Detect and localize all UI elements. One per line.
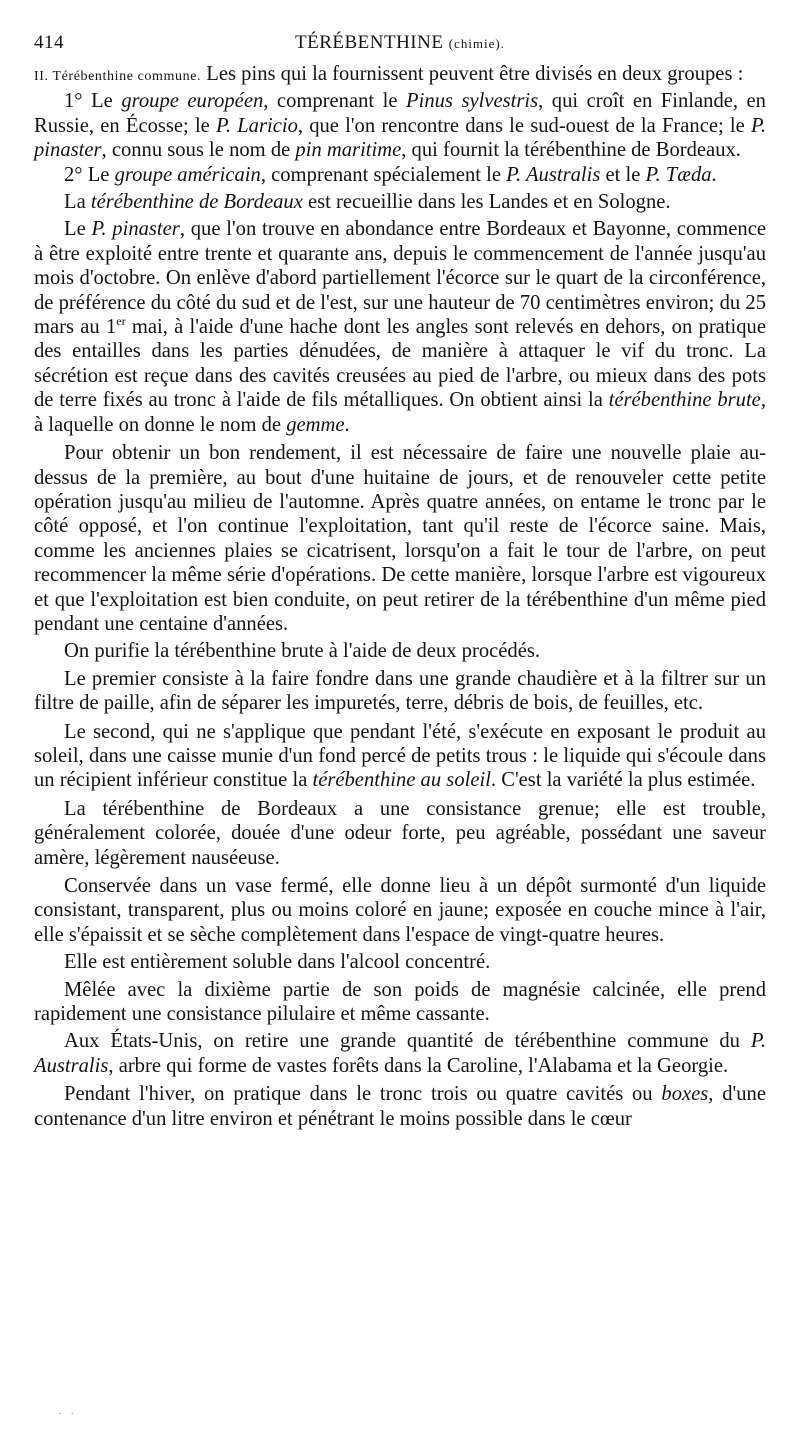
paragraph-pinaster: Le P. pinaster, que l'on trouve en abondance entre Bordeaux et Bayonne, commence à être exploité entre trente et quarante ans, depuis le commencement de l'année jusqu'au mois d'octobre. On enlève d'abord partiellement l'écorce sur le quart de la circonférence, de préférence du côté du sud et de l'est, sur une hauteur de 70 centimètres environ; du 25 mars au 1er mai, à l'aide d'une hache dont les angles sont relevés en dehors, on pratique des entailles dans les parties dénudées, de manière à attaquer le vif du tronc. La sécrétion est reçue dans des cavités creusées au pied de l'arbre, ou mieux dans des pots de terre fixés au tronc à l'aide de fils métalliques. On obtient ainsi la térébenthine brute, à laquelle on donne le nom de gemme. (34, 218, 766, 436)
running-header (34, 28, 766, 62)
paragraph-conservation: Conservée dans un vase fermé, elle donne lieu à un dépôt surmonté d'un liquide consistant, transparent, plus ou moins coloré en jaune; exposée en couche mince à l'air, elle s'épaissit et se sèche complètement dans l'espace de vingt-quatre heures. (34, 875, 766, 946)
paragraph-rendement: Pour obtenir un bon rendement, il est nécessaire de faire une nouvelle plaie au-dessus de la première, au bout d'une huitaine de jours, et de renouveler cette petite opération jusqu'au milieu de l'automne. Après quatre années, on entame le tronc par le côté opposé, et l'on continue l'exploitation, tant qu'il reste de l'écorce saine. Mais, comme les anciennes plaies se cicatrisent, lorsqu'on a fait le tour de l'arbre, on peut recommencer la même série d'opérations. De cette manière, lorsque l'arbre est vigoureux et que l'exploitation est bien conduite, on peut retirer de la térébenthine d'un même pied pendant une centaine d'années. (34, 442, 766, 635)
page-number: 414 (34, 32, 64, 53)
paragraph-magnesia: Mêlée avec la dixième partie de son poids de magnésie calcinée, elle prend rapidement une consistance pilulaire et même cassante. (34, 978, 766, 1026)
book-page (34, 28, 766, 1131)
running-title-main: TÉRÉBENTHINE (294, 32, 444, 53)
paragraph-winter: Pendant l'hiver, on pratique dans le tronc trois ou quatre cavités ou boxes, d'une contenance d'un litre environ et pénétrant le moins possible dans le cœur (34, 1083, 766, 1130)
running-title (34, 32, 766, 54)
paragraph-second-process: Le second, qui ne s'applique que pendant l'été, s'exécute en exposant le produit au soleil, dans une caisse munie d'un fond percé de petits trous : le liquide qui s'écoule dans un récipient inférieur constitue la térébenthine au soleil. C'est la variété la plus estimée. (34, 720, 766, 792)
paragraph-group-american: 2° Le groupe américain, comprenant spécialement le P. Australis et le P. Tæda. (64, 163, 717, 186)
paragraph-solubility: Elle est entièrement soluble dans l'alcool concentré. (64, 951, 491, 974)
section-heading: II. Térébenthine commune. (34, 69, 202, 84)
paragraph-united-states: Aux États-Unis, on retire une grande quantité de térébenthine commune du P. Australis, arbre qui forme de vastes forêts dans la Caroline, l'Alabama et la Georgie. (34, 1030, 766, 1077)
paragraph-consistency: La térébenthine de Bordeaux a une consistance grenue; elle est trouble, généralement colorée, douée d'une odeur forte, peu agréable, possédant une saveur amère, légèrement nauséeuse. (34, 797, 766, 869)
print-speck: · · (58, 1408, 78, 1420)
paragraph-purification: On purifie la térébenthine brute à l'aide de deux procédés. (64, 640, 541, 663)
paragraph-group-european: 1° Le groupe européen, comprenant le Pinus sylvestris, qui croît en Finlande, en Russie, en Écosse; le P. Laricio, que l'on rencontre dans le sud-ouest de la France; le P. pinaster, connu sous le nom de pin maritime, qui fournit la térébenthine de Bordeaux. (34, 90, 767, 162)
paragraph-bordeaux: La térébenthine de Bordeaux est recueillie dans les Landes et en Sologne. (64, 191, 671, 214)
paragraph-first-process: Le premier consiste à la faire fondre dans une grande chaudière et à la filtrer sur un filtre de paille, afin de séparer les impuretés, terre, débris de bois, de feuilles, etc. (34, 667, 766, 715)
body-text (34, 62, 766, 1131)
running-title-sub: (chimie). (448, 36, 506, 51)
paragraph-intro: II. Térébenthine commune. Les pins qui la fournissent peuvent être divisés en deux groupes : (34, 63, 744, 85)
